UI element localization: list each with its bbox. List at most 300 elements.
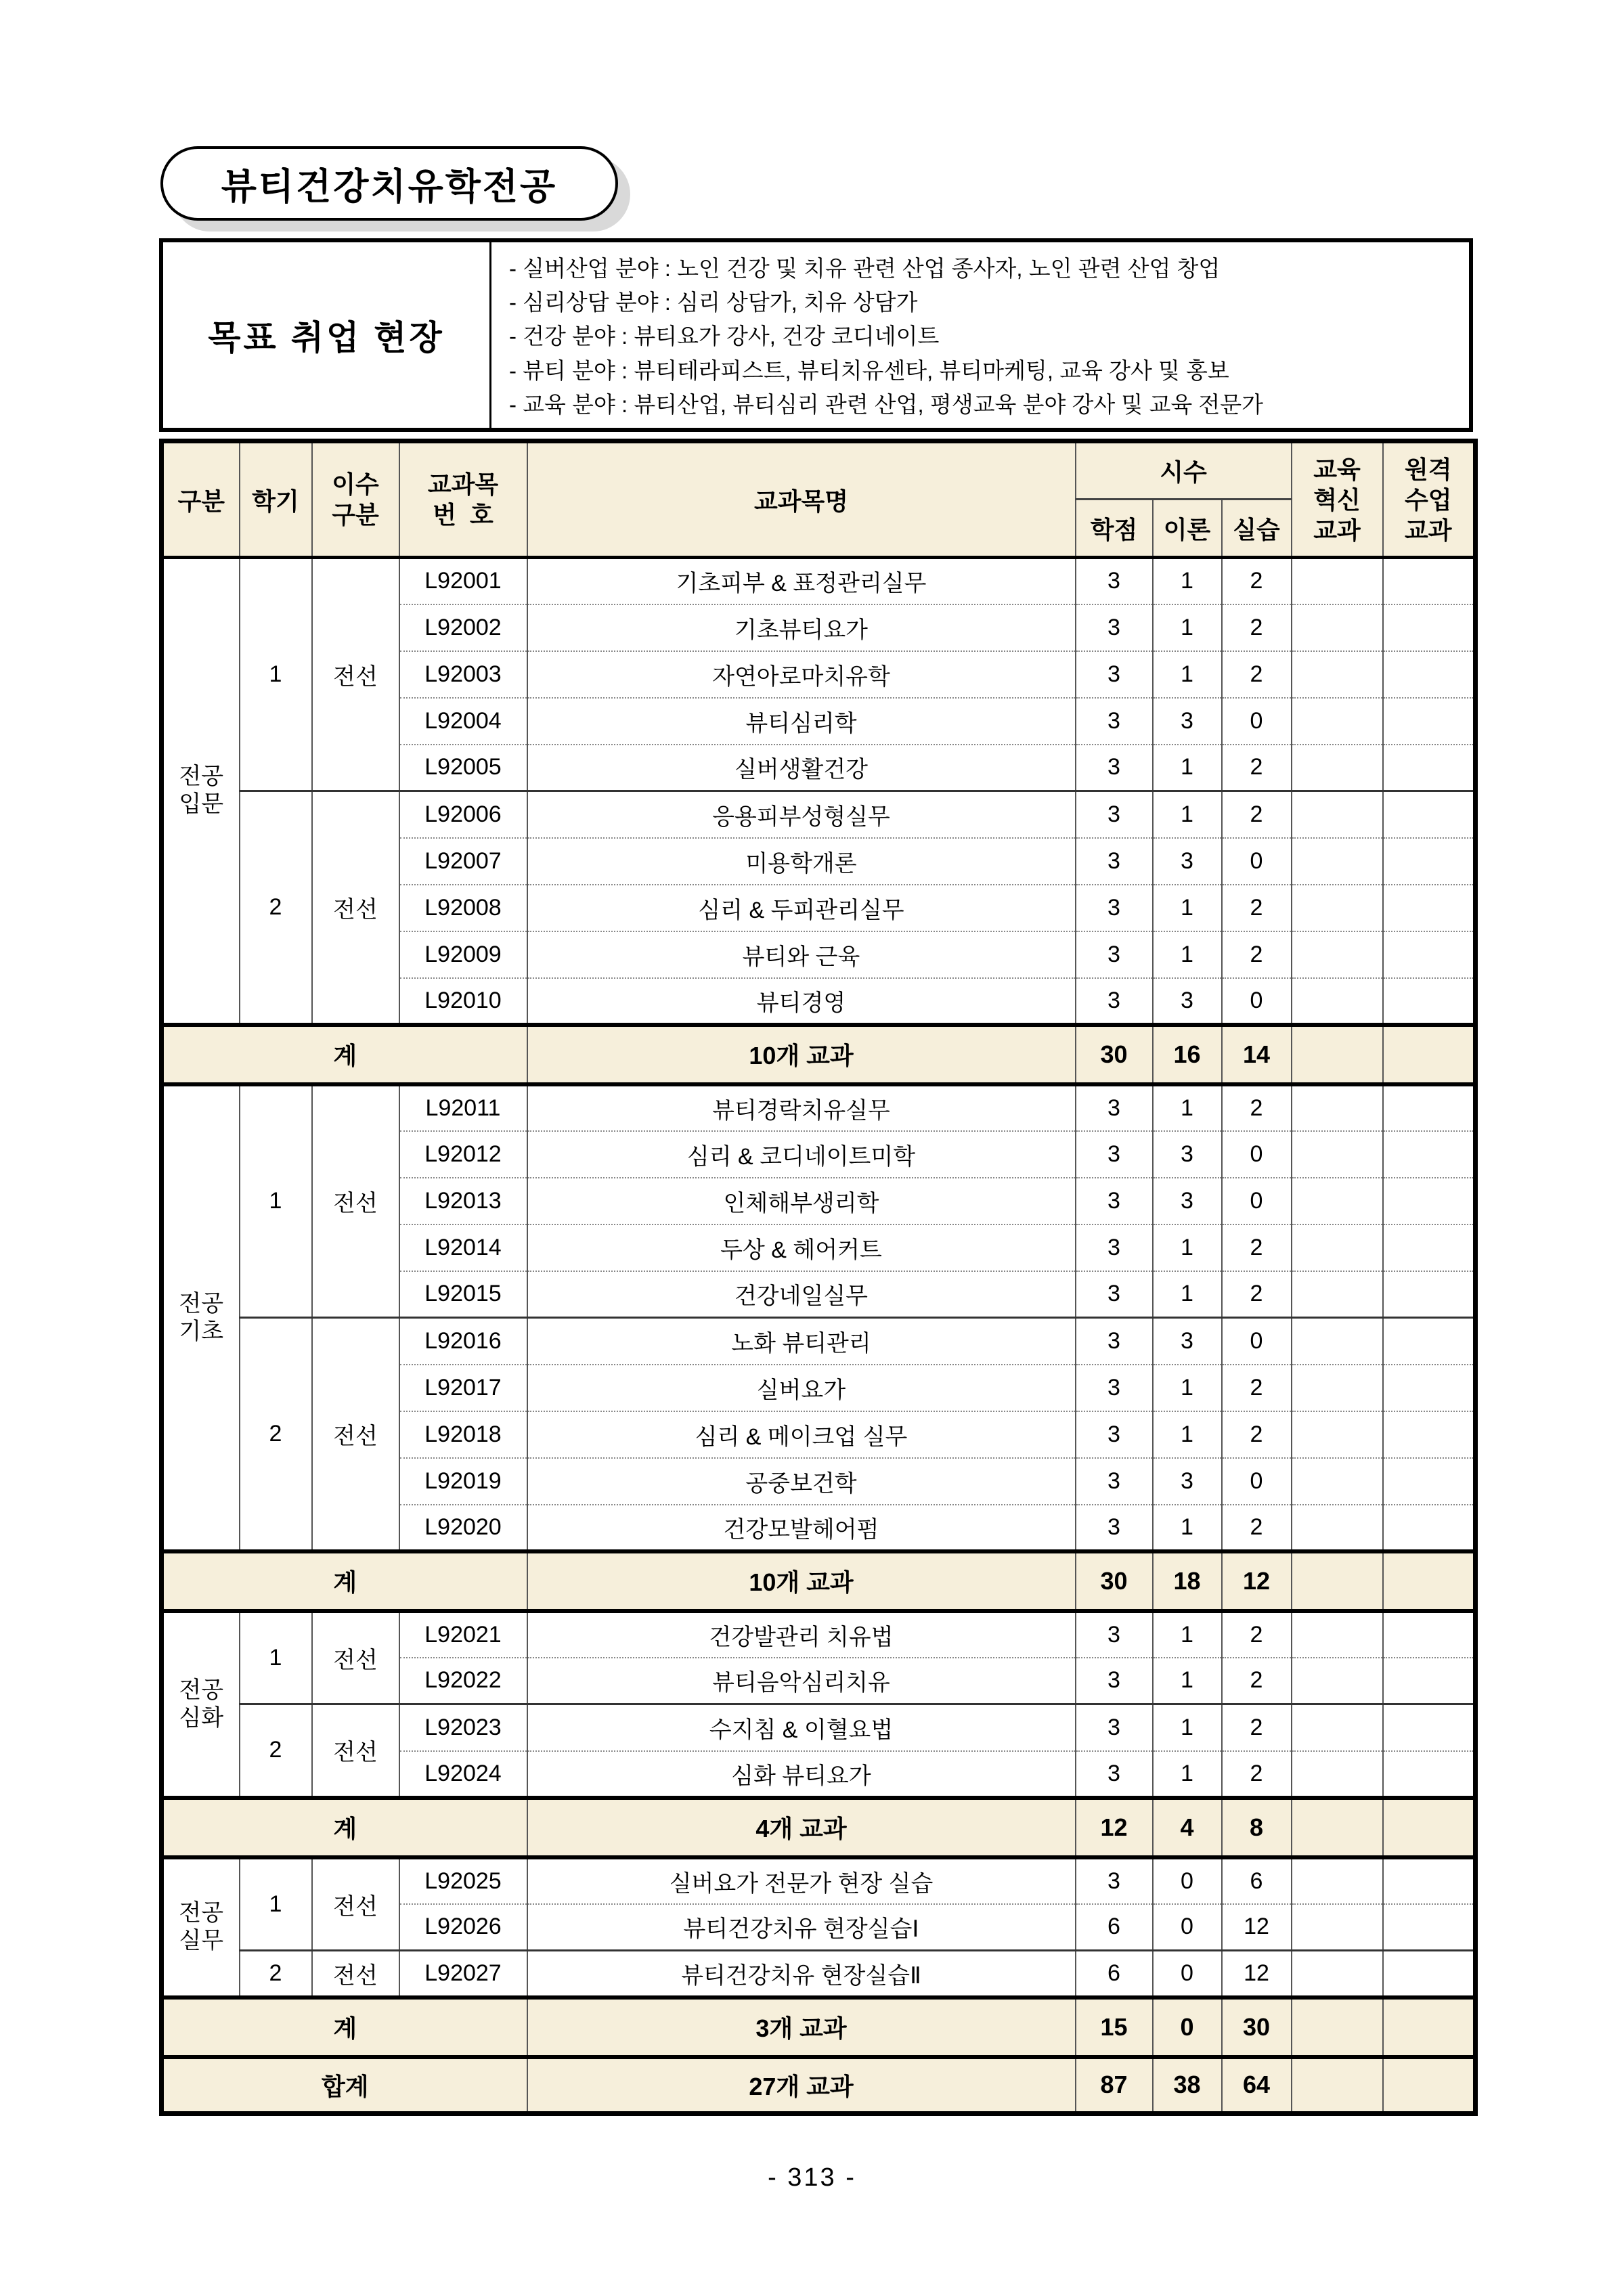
edu-innovation-cell xyxy=(1292,978,1383,1025)
curriculum-table xyxy=(159,439,1478,2116)
practice-cell: 2 xyxy=(1222,931,1292,978)
course-name-cell: 실버요가 전문가 현장 실습 xyxy=(527,1857,1076,1904)
remote-class-cell xyxy=(1383,1704,1476,1751)
theory-cell: 0 xyxy=(1153,1951,1222,1997)
remote-class-cell xyxy=(1383,1458,1476,1505)
remote-class-cell xyxy=(1383,791,1476,838)
remote-class-cell xyxy=(1383,1365,1476,1411)
edu-innovation-cell xyxy=(1292,1798,1383,1857)
credit-cell: 3 xyxy=(1076,1505,1153,1551)
semester-cell: 1 xyxy=(240,1857,312,1951)
course-row xyxy=(162,1857,1476,1904)
subtotal-row-theory: 16 xyxy=(1153,1025,1222,1084)
edu-innovation-cell xyxy=(1292,1704,1383,1751)
edu-innovation-cell xyxy=(1292,745,1383,791)
credit-cell: 3 xyxy=(1076,745,1153,791)
subtotal-row-theory: 18 xyxy=(1153,1551,1222,1611)
remote-class-cell xyxy=(1383,1271,1476,1318)
subtotal-row-label: 계 xyxy=(162,1997,527,2057)
edu-innovation-cell xyxy=(1292,838,1383,885)
course-code-cell: L92007 xyxy=(399,838,527,885)
course-name-cell: 뷰티심리학 xyxy=(527,698,1076,745)
theory-cell: 1 xyxy=(1153,1611,1222,1658)
col-header-gubun: 구분 xyxy=(162,441,240,558)
col-header-edu-innovation xyxy=(1292,441,1383,558)
course-code-cell: L92027 xyxy=(399,1951,527,1997)
goal-item: - 교육 분야 : 뷰티산업, 뷰티심리 관련 산업, 평생교육 분야 강사 및 교육 전문가 xyxy=(509,391,1264,417)
course-type-cell: 전선 xyxy=(312,558,399,791)
page-number: - 313 - xyxy=(768,2163,856,2192)
edu-innovation-cell xyxy=(1292,1611,1383,1658)
course-row xyxy=(162,1704,1476,1751)
cell-line: 심화 xyxy=(179,1704,224,1731)
credit-cell: 3 xyxy=(1076,791,1153,838)
course-row xyxy=(162,1951,1476,1997)
cell-line: 전공 xyxy=(179,1677,224,1703)
course-type-cell: 전선 xyxy=(312,1951,399,1997)
subtotal-row-label: 계 xyxy=(162,1025,527,1084)
remote-class-cell xyxy=(1383,885,1476,931)
remote-class-cell xyxy=(1383,1658,1476,1704)
grand-total-row-practice: 64 xyxy=(1222,2057,1292,2114)
theory-cell: 1 xyxy=(1153,885,1222,931)
theory-cell: 1 xyxy=(1153,791,1222,838)
subtotal-row xyxy=(162,1798,1476,1857)
remote-class-cell xyxy=(1383,1178,1476,1224)
header-line: 교육 xyxy=(1313,455,1361,483)
semester-cell: 2 xyxy=(240,1951,312,1997)
course-name-cell: 수지침 & 이혈요법 xyxy=(527,1704,1076,1751)
credit-cell: 3 xyxy=(1076,651,1153,698)
practice-cell: 0 xyxy=(1222,1458,1292,1505)
remote-class-cell xyxy=(1383,1551,1476,1611)
theory-cell: 3 xyxy=(1153,978,1222,1025)
curriculum-table-wrapper xyxy=(159,439,1478,2116)
course-type-cell: 전선 xyxy=(312,791,399,1025)
practice-cell: 2 xyxy=(1222,1224,1292,1271)
cell-line: 실무 xyxy=(179,1928,224,1953)
credit-cell: 3 xyxy=(1076,698,1153,745)
theory-cell: 3 xyxy=(1153,1318,1222,1365)
course-code-cell: L92026 xyxy=(399,1904,527,1951)
edu-innovation-cell xyxy=(1292,1365,1383,1411)
practice-cell: 2 xyxy=(1222,1751,1292,1798)
header-line: 수업 xyxy=(1405,485,1452,514)
course-type-cell: 전선 xyxy=(312,1857,399,1951)
header-line: 구분 xyxy=(332,501,379,529)
remote-class-cell xyxy=(1383,931,1476,978)
subtotal-row-label: 계 xyxy=(162,1551,527,1611)
header-line: 교과 xyxy=(1313,516,1361,544)
credit-cell: 3 xyxy=(1076,1224,1153,1271)
course-code-cell: L92022 xyxy=(399,1658,527,1704)
edu-innovation-cell xyxy=(1292,651,1383,698)
edu-innovation-cell xyxy=(1292,931,1383,978)
practice-cell: 2 xyxy=(1222,1365,1292,1411)
col-header-practice: 실습 xyxy=(1222,500,1292,558)
course-name-cell: 뷰티건강치유 현장실습Ⅱ xyxy=(527,1951,1076,1997)
remote-class-cell xyxy=(1383,2057,1476,2114)
course-code-cell: L92002 xyxy=(399,604,527,651)
edu-innovation-cell xyxy=(1292,1025,1383,1084)
col-header-remote-class xyxy=(1383,441,1476,558)
edu-innovation-cell xyxy=(1292,1318,1383,1365)
grand-total-row-theory: 38 xyxy=(1153,2057,1222,2114)
course-code-cell: L92019 xyxy=(399,1458,527,1505)
theory-cell: 3 xyxy=(1153,1458,1222,1505)
semester-cell: 2 xyxy=(240,1704,312,1798)
remote-class-cell xyxy=(1383,1025,1476,1084)
theory-cell: 0 xyxy=(1153,1857,1222,1904)
practice-cell: 2 xyxy=(1222,1505,1292,1551)
credit-cell: 3 xyxy=(1076,838,1153,885)
course-name-cell: 심리 & 두피관리실무 xyxy=(527,885,1076,931)
course-name-cell: 뷰티경영 xyxy=(527,978,1076,1025)
course-name-cell: 심리 & 메이크업 실무 xyxy=(527,1411,1076,1458)
course-row xyxy=(162,1084,1476,1131)
goal-employment-box xyxy=(159,238,1473,432)
remote-class-cell xyxy=(1383,698,1476,745)
credit-cell: 3 xyxy=(1076,885,1153,931)
header-line: 번 호 xyxy=(433,501,493,529)
col-header-semester: 학기 xyxy=(240,441,312,558)
course-name-cell: 실버생활건강 xyxy=(527,745,1076,791)
credit-cell: 3 xyxy=(1076,1458,1153,1505)
edu-innovation-cell xyxy=(1292,1904,1383,1951)
practice-cell: 2 xyxy=(1222,604,1292,651)
cell-line: 입문 xyxy=(179,791,224,818)
course-name-cell: 심화 뷰티요가 xyxy=(527,1751,1076,1798)
credit-cell: 3 xyxy=(1076,1365,1153,1411)
course-code-cell: L92009 xyxy=(399,931,527,978)
edu-innovation-cell xyxy=(1292,791,1383,838)
major-title: 뷰티건강치유학전공 xyxy=(221,166,558,207)
course-code-cell: L92010 xyxy=(399,978,527,1025)
course-code-cell: L92017 xyxy=(399,1365,527,1411)
theory-cell: 1 xyxy=(1153,558,1222,604)
subtotal-row-credit: 15 xyxy=(1076,1997,1153,2057)
course-name-cell: 응용피부성형실무 xyxy=(527,791,1076,838)
header-line: 혁신 xyxy=(1313,485,1361,514)
course-name-cell: 실버요가 xyxy=(527,1365,1076,1411)
course-type-cell: 전선 xyxy=(312,1084,399,1318)
practice-cell: 2 xyxy=(1222,1271,1292,1318)
credit-cell: 3 xyxy=(1076,1318,1153,1365)
course-code-cell: L92025 xyxy=(399,1857,527,1904)
remote-class-cell xyxy=(1383,1611,1476,1658)
theory-cell: 1 xyxy=(1153,1084,1222,1131)
theory-cell: 1 xyxy=(1153,1224,1222,1271)
practice-cell: 2 xyxy=(1222,558,1292,604)
practice-cell: 0 xyxy=(1222,838,1292,885)
course-code-cell: L92003 xyxy=(399,651,527,698)
theory-cell: 0 xyxy=(1153,1904,1222,1951)
semester-cell: 2 xyxy=(240,791,312,1025)
course-name-cell: 뷰티건강치유 현장실습Ⅰ xyxy=(527,1904,1076,1951)
subtotal-row-credit: 12 xyxy=(1076,1798,1153,1857)
credit-cell: 3 xyxy=(1076,1704,1153,1751)
credit-cell: 3 xyxy=(1076,604,1153,651)
course-type-cell: 전선 xyxy=(312,1704,399,1798)
goal-item: - 심리상담 분야 : 심리 상담가, 치유 상담가 xyxy=(509,290,918,315)
practice-cell: 0 xyxy=(1222,698,1292,745)
grand-total-row-label: 합계 xyxy=(162,2057,527,2114)
credit-cell: 3 xyxy=(1076,1611,1153,1658)
goal-item: - 건강 분야 : 뷰티요가 강사, 건강 코디네이트 xyxy=(509,324,940,349)
remote-class-cell xyxy=(1383,838,1476,885)
theory-cell: 1 xyxy=(1153,931,1222,978)
edu-innovation-cell xyxy=(1292,1224,1383,1271)
subtotal-row-practice: 8 xyxy=(1222,1798,1292,1857)
subtotal-row-practice: 14 xyxy=(1222,1025,1292,1084)
category-cell xyxy=(162,1611,240,1798)
remote-class-cell xyxy=(1383,1224,1476,1271)
course-name-cell: 노화 뷰티관리 xyxy=(527,1318,1076,1365)
subtotal-row-courses: 10개 교과 xyxy=(527,1025,1076,1084)
course-name-cell: 건강모발헤어펌 xyxy=(527,1505,1076,1551)
header-line: 교과 xyxy=(1405,516,1452,544)
edu-innovation-cell xyxy=(1292,2057,1383,2114)
edu-innovation-cell xyxy=(1292,1751,1383,1798)
edu-innovation-cell xyxy=(1292,1997,1383,2057)
col-header-course-name: 교과목명 xyxy=(527,441,1076,558)
theory-cell: 1 xyxy=(1153,1505,1222,1551)
practice-cell: 6 xyxy=(1222,1857,1292,1904)
table-header xyxy=(162,441,1476,558)
course-name-cell: 자연아로마치유학 xyxy=(527,651,1076,698)
credit-cell: 3 xyxy=(1076,1411,1153,1458)
practice-cell: 2 xyxy=(1222,651,1292,698)
col-header-isu-gubun xyxy=(312,441,399,558)
practice-cell: 2 xyxy=(1222,1704,1292,1751)
remote-class-cell xyxy=(1383,604,1476,651)
remote-class-cell xyxy=(1383,1411,1476,1458)
edu-innovation-cell xyxy=(1292,1551,1383,1611)
major-title-pill xyxy=(160,146,618,221)
practice-cell: 0 xyxy=(1222,1318,1292,1365)
header-line: 이수 xyxy=(332,470,379,498)
goal-item: - 뷰티 분야 : 뷰티테라피스트, 뷰티치유센타, 뷰티마케팅, 교육 강사 및 홍보 xyxy=(509,357,1229,383)
edu-innovation-cell xyxy=(1292,604,1383,651)
course-name-cell: 공중보건학 xyxy=(527,1458,1076,1505)
course-code-cell: L92021 xyxy=(399,1611,527,1658)
course-name-cell: 건강발관리 치유법 xyxy=(527,1611,1076,1658)
col-header-credit: 학점 xyxy=(1076,500,1153,558)
col-header-course-code xyxy=(399,441,527,558)
theory-cell: 1 xyxy=(1153,651,1222,698)
course-row xyxy=(162,1318,1476,1365)
credit-cell: 3 xyxy=(1076,978,1153,1025)
credit-cell: 6 xyxy=(1076,1904,1153,1951)
practice-cell: 2 xyxy=(1222,745,1292,791)
subtotal-row-label: 계 xyxy=(162,1798,527,1857)
practice-cell: 2 xyxy=(1222,1611,1292,1658)
category-cell xyxy=(162,1084,240,1551)
credit-cell: 3 xyxy=(1076,1857,1153,1904)
cell-line: 전공 xyxy=(179,1290,224,1317)
subtotal-row-courses: 4개 교과 xyxy=(527,1798,1076,1857)
practice-cell: 2 xyxy=(1222,1084,1292,1131)
cell-line: 전공 xyxy=(179,764,224,790)
credit-cell: 3 xyxy=(1076,1751,1153,1798)
remote-class-cell xyxy=(1383,1904,1476,1951)
credit-cell: 3 xyxy=(1076,1658,1153,1704)
edu-innovation-cell xyxy=(1292,1857,1383,1904)
cell-line: 전공 xyxy=(179,1900,224,1926)
course-name-cell: 뷰티음악심리치유 xyxy=(527,1658,1076,1704)
course-name-cell: 심리 & 코디네이트미학 xyxy=(527,1131,1076,1178)
table-body xyxy=(162,558,1476,2114)
practice-cell: 0 xyxy=(1222,978,1292,1025)
course-code-cell: L92004 xyxy=(399,698,527,745)
edu-innovation-cell xyxy=(1292,1084,1383,1131)
course-code-cell: L92006 xyxy=(399,791,527,838)
credit-cell: 3 xyxy=(1076,1084,1153,1131)
remote-class-cell xyxy=(1383,651,1476,698)
credit-cell: 3 xyxy=(1076,558,1153,604)
remote-class-cell xyxy=(1383,978,1476,1025)
category-cell xyxy=(162,558,240,1025)
course-code-cell: L92015 xyxy=(399,1271,527,1318)
header-line: 원격 xyxy=(1405,455,1452,483)
remote-class-cell xyxy=(1383,1751,1476,1798)
practice-cell: 0 xyxy=(1222,1178,1292,1224)
remote-class-cell xyxy=(1383,745,1476,791)
edu-innovation-cell xyxy=(1292,1505,1383,1551)
course-row xyxy=(162,558,1476,604)
subtotal-row-courses: 3개 교과 xyxy=(527,1997,1076,2057)
theory-cell: 1 xyxy=(1153,1271,1222,1318)
course-code-cell: L92001 xyxy=(399,558,527,604)
grand-total-row-courses: 27개 교과 xyxy=(527,2057,1076,2114)
course-code-cell: L92011 xyxy=(399,1084,527,1131)
course-type-cell: 전선 xyxy=(312,1318,399,1551)
subtotal-row xyxy=(162,1997,1476,2057)
course-code-cell: L92012 xyxy=(399,1131,527,1178)
credit-cell: 6 xyxy=(1076,1951,1153,1997)
theory-cell: 1 xyxy=(1153,745,1222,791)
remote-class-cell xyxy=(1383,1505,1476,1551)
course-row xyxy=(162,791,1476,838)
course-name-cell: 뷰티경락치유실무 xyxy=(527,1084,1076,1131)
practice-cell: 12 xyxy=(1222,1904,1292,1951)
course-name-cell: 기초피부 & 표정관리실무 xyxy=(527,558,1076,604)
course-name-cell: 두상 & 헤어커트 xyxy=(527,1224,1076,1271)
edu-innovation-cell xyxy=(1292,1458,1383,1505)
credit-cell: 3 xyxy=(1076,1178,1153,1224)
theory-cell: 3 xyxy=(1153,838,1222,885)
course-name-cell: 뷰티와 근육 xyxy=(527,931,1076,978)
subtotal-row xyxy=(162,1025,1476,1084)
credit-cell: 3 xyxy=(1076,931,1153,978)
edu-innovation-cell xyxy=(1292,558,1383,604)
subtotal-row xyxy=(162,1551,1476,1611)
theory-cell: 1 xyxy=(1153,1365,1222,1411)
theory-cell: 1 xyxy=(1153,1751,1222,1798)
course-row xyxy=(162,1611,1476,1658)
course-code-cell: L92020 xyxy=(399,1505,527,1551)
course-code-cell: L92018 xyxy=(399,1411,527,1458)
goal-item: - 실버산업 분야 : 노인 건강 및 치유 관련 산업 종사자, 노인 관련 산업 창업 xyxy=(509,256,1221,282)
credit-cell: 3 xyxy=(1076,1271,1153,1318)
edu-innovation-cell xyxy=(1292,885,1383,931)
credit-cell: 3 xyxy=(1076,1131,1153,1178)
subtotal-row-practice: 30 xyxy=(1222,1997,1292,2057)
remote-class-cell xyxy=(1383,1084,1476,1131)
practice-cell: 12 xyxy=(1222,1951,1292,1997)
course-code-cell: L92016 xyxy=(399,1318,527,1365)
remote-class-cell xyxy=(1383,1318,1476,1365)
course-code-cell: L92013 xyxy=(399,1178,527,1224)
semester-cell: 2 xyxy=(240,1318,312,1551)
course-code-cell: L92014 xyxy=(399,1224,527,1271)
theory-cell: 3 xyxy=(1153,1178,1222,1224)
course-name-cell: 건강네일실무 xyxy=(527,1271,1076,1318)
subtotal-row-practice: 12 xyxy=(1222,1551,1292,1611)
course-type-cell: 전선 xyxy=(312,1611,399,1704)
remote-class-cell xyxy=(1383,1997,1476,2057)
category-cell xyxy=(162,1857,240,1997)
goal-items-list xyxy=(491,242,1469,428)
course-code-cell: L92005 xyxy=(399,745,527,791)
header-row-top xyxy=(162,441,1476,500)
col-header-theory: 이론 xyxy=(1153,500,1222,558)
remote-class-cell xyxy=(1383,1857,1476,1904)
theory-cell: 1 xyxy=(1153,604,1222,651)
practice-cell: 2 xyxy=(1222,1658,1292,1704)
subtotal-row-theory: 4 xyxy=(1153,1798,1222,1857)
semester-cell: 1 xyxy=(240,558,312,791)
grand-total-row-credit: 87 xyxy=(1076,2057,1153,2114)
cell-line: 기초 xyxy=(179,1318,224,1344)
theory-cell: 1 xyxy=(1153,1658,1222,1704)
remote-class-cell xyxy=(1383,1798,1476,1857)
course-code-cell: L92023 xyxy=(399,1704,527,1751)
course-code-cell: L92008 xyxy=(399,885,527,931)
course-name-cell: 인체해부생리학 xyxy=(527,1178,1076,1224)
subtotal-row-courses: 10개 교과 xyxy=(527,1551,1076,1611)
col-header-sisu: 시수 xyxy=(1076,441,1292,500)
theory-cell: 1 xyxy=(1153,1704,1222,1751)
edu-innovation-cell xyxy=(1292,1658,1383,1704)
practice-cell: 2 xyxy=(1222,791,1292,838)
subtotal-row-theory: 0 xyxy=(1153,1997,1222,2057)
goal-box-label: 목표 취업 현장 xyxy=(163,242,491,428)
course-name-cell: 미용학개론 xyxy=(527,838,1076,885)
practice-cell: 2 xyxy=(1222,1411,1292,1458)
edu-innovation-cell xyxy=(1292,1951,1383,1997)
theory-cell: 1 xyxy=(1153,1411,1222,1458)
practice-cell: 0 xyxy=(1222,1131,1292,1178)
course-name-cell: 기초뷰티요가 xyxy=(527,604,1076,651)
semester-cell: 1 xyxy=(240,1611,312,1704)
practice-cell: 2 xyxy=(1222,885,1292,931)
remote-class-cell xyxy=(1383,1951,1476,1997)
theory-cell: 3 xyxy=(1153,698,1222,745)
edu-innovation-cell xyxy=(1292,1178,1383,1224)
edu-innovation-cell xyxy=(1292,1271,1383,1318)
subtotal-row-credit: 30 xyxy=(1076,1025,1153,1084)
edu-innovation-cell xyxy=(1292,1131,1383,1178)
remote-class-cell xyxy=(1383,558,1476,604)
course-code-cell: L92024 xyxy=(399,1751,527,1798)
header-line: 교과목 xyxy=(427,470,499,498)
subtotal-row-credit: 30 xyxy=(1076,1551,1153,1611)
grand-total-row xyxy=(162,2057,1476,2114)
semester-cell: 1 xyxy=(240,1084,312,1318)
edu-innovation-cell xyxy=(1292,1411,1383,1458)
remote-class-cell xyxy=(1383,1131,1476,1178)
